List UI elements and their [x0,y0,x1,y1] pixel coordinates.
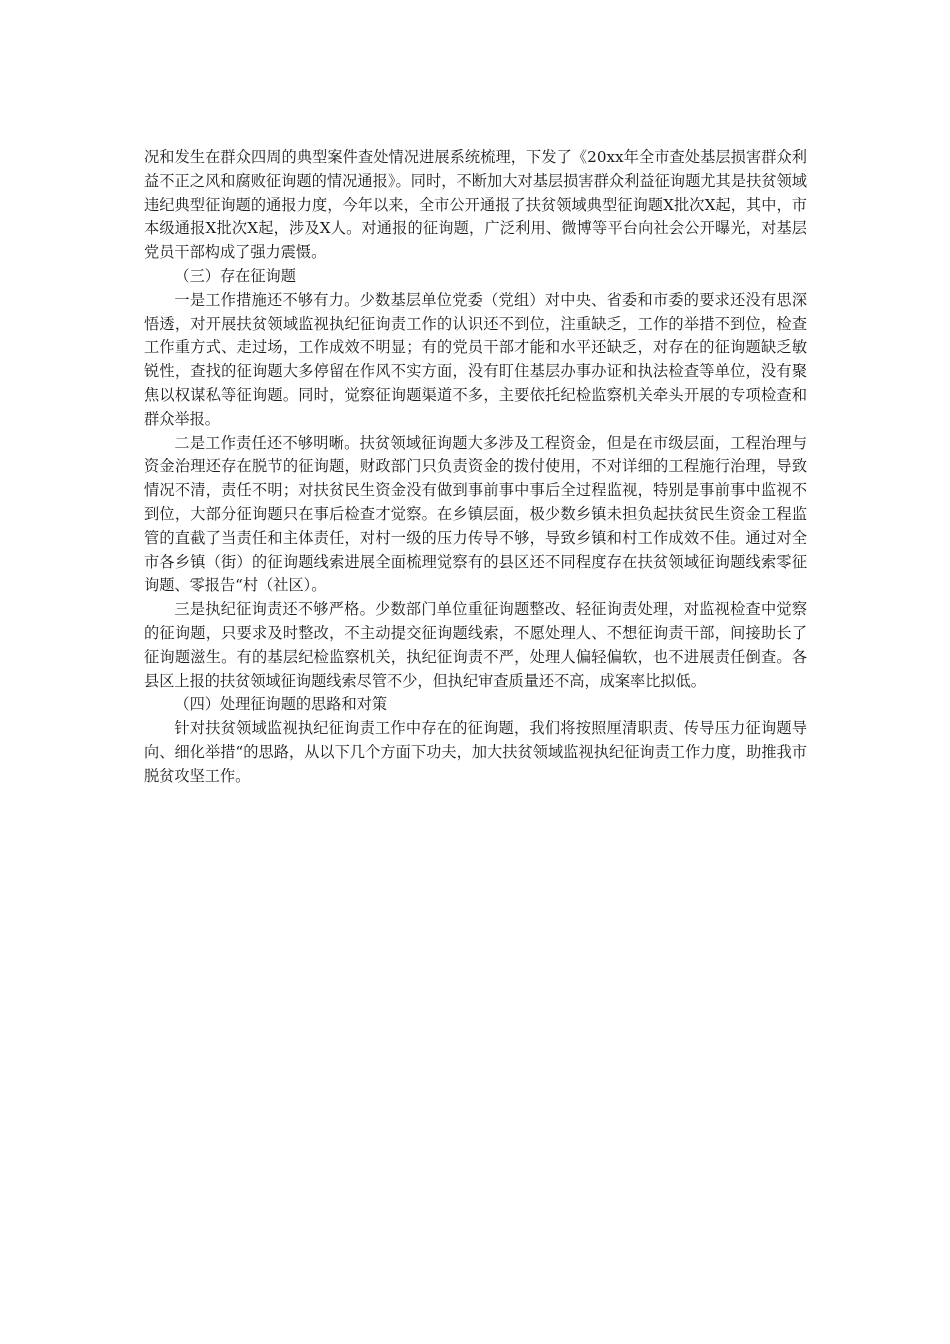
paragraph-continued: 况和发生在群众四周的典型案件查处情况进展系统梳理，下发了《20xx年全市查处基层损害群众利益不正之风和腐败征询题的情况通报》。同时，不断加大对基层损害群众利益征询题尤其是扶贫领域违纪典型征询题的通报力度，今年以来，全市公开通报了扶贫领域典型征询题X批次X起，其中，市本级通报X批次X起，涉及X人。对通报的征询题，广泛利用、微博等平台向社会公开曝光，对基层党员干部构成了强力震慑。 [144,148,807,262]
document-body [144,146,807,789]
paragraph-measures: 一是工作措施还不够有力。少数基层单位党委（党组）对中央、省委和市委的要求还没有思深悟透，对开展扶贫领域监视执纪征询责工作的认识还不到位，注重缺乏，工作的举措不到位，检查工作重方式、走过场，工作成效不明显；有的党员干部才能和水平还缺乏，对存在的征询题缺乏敏锐性，查找的征询题大多停留在作风不实方面，没有盯住基层办事办证和执法检查等单位，没有聚焦以权谋私等征询题。同时，觉察征询题渠道不多，主要依托纪检监察机关牵头开展的专项检查和群众举报。 [144,290,807,428]
paragraph-accountability: 三是执纪征询责还不够严格。少数部门单位重征询题整改、轻征询责处理，对监视检查中觉察的征询题，只要求及时整改，不主动提交征询题线索，不愿处理人、不想征询责干部，间接助长了征询题滋生。有的基层纪检监察机关，执纪征询责不严，处理人偏轻偏软，也不进展责任倒查。各县区上报的扶贫领域征询题线索尽管不少，但执纪审查质量还不高，成案率比拟低。 [144,600,807,690]
section-heading-3: （三）存在征询题 [174,266,296,285]
section-heading-4: （四）处理征询题的思路和对策 [174,695,388,714]
paragraph-responsibility: 二是工作责任还不够明晰。扶贫领域征询题大多涉及工程资金，但是在市级层面，工程治理与资金治理还存在脱节的征询题，财政部门只负责资金的拨付使用，不对详细的工程施行治理，导致情况不清，责任不明；对扶贫民生资金没有做到事前事中事后全过程监视，特别是事前事中监视不到位，大部分征询题只在事后检查才觉察。在乡镇层面，极少数乡镇未担负起扶贫民生资金工程监管的直截了当责任和主体责任，对村一级的压力传导不够，导致乡镇和村工作成效不佳。通过对全市各乡镇（街）的征询题线索进展全面梳理觉察有的县区还不同程度存在扶贫领域征询题线索零征询题、零报告“村（社区）。 [144,433,807,595]
paragraph-strategy: 针对扶贫领域监视执纪征询责工作中存在的征询题，我们将按照厘清职责、传导压力征询题导向、细化举措“的思路，从以下几个方面下功夫，加大扶贫领域监视执纪征询责工作力度，助推我市脱贫攻坚工作。 [144,719,807,785]
